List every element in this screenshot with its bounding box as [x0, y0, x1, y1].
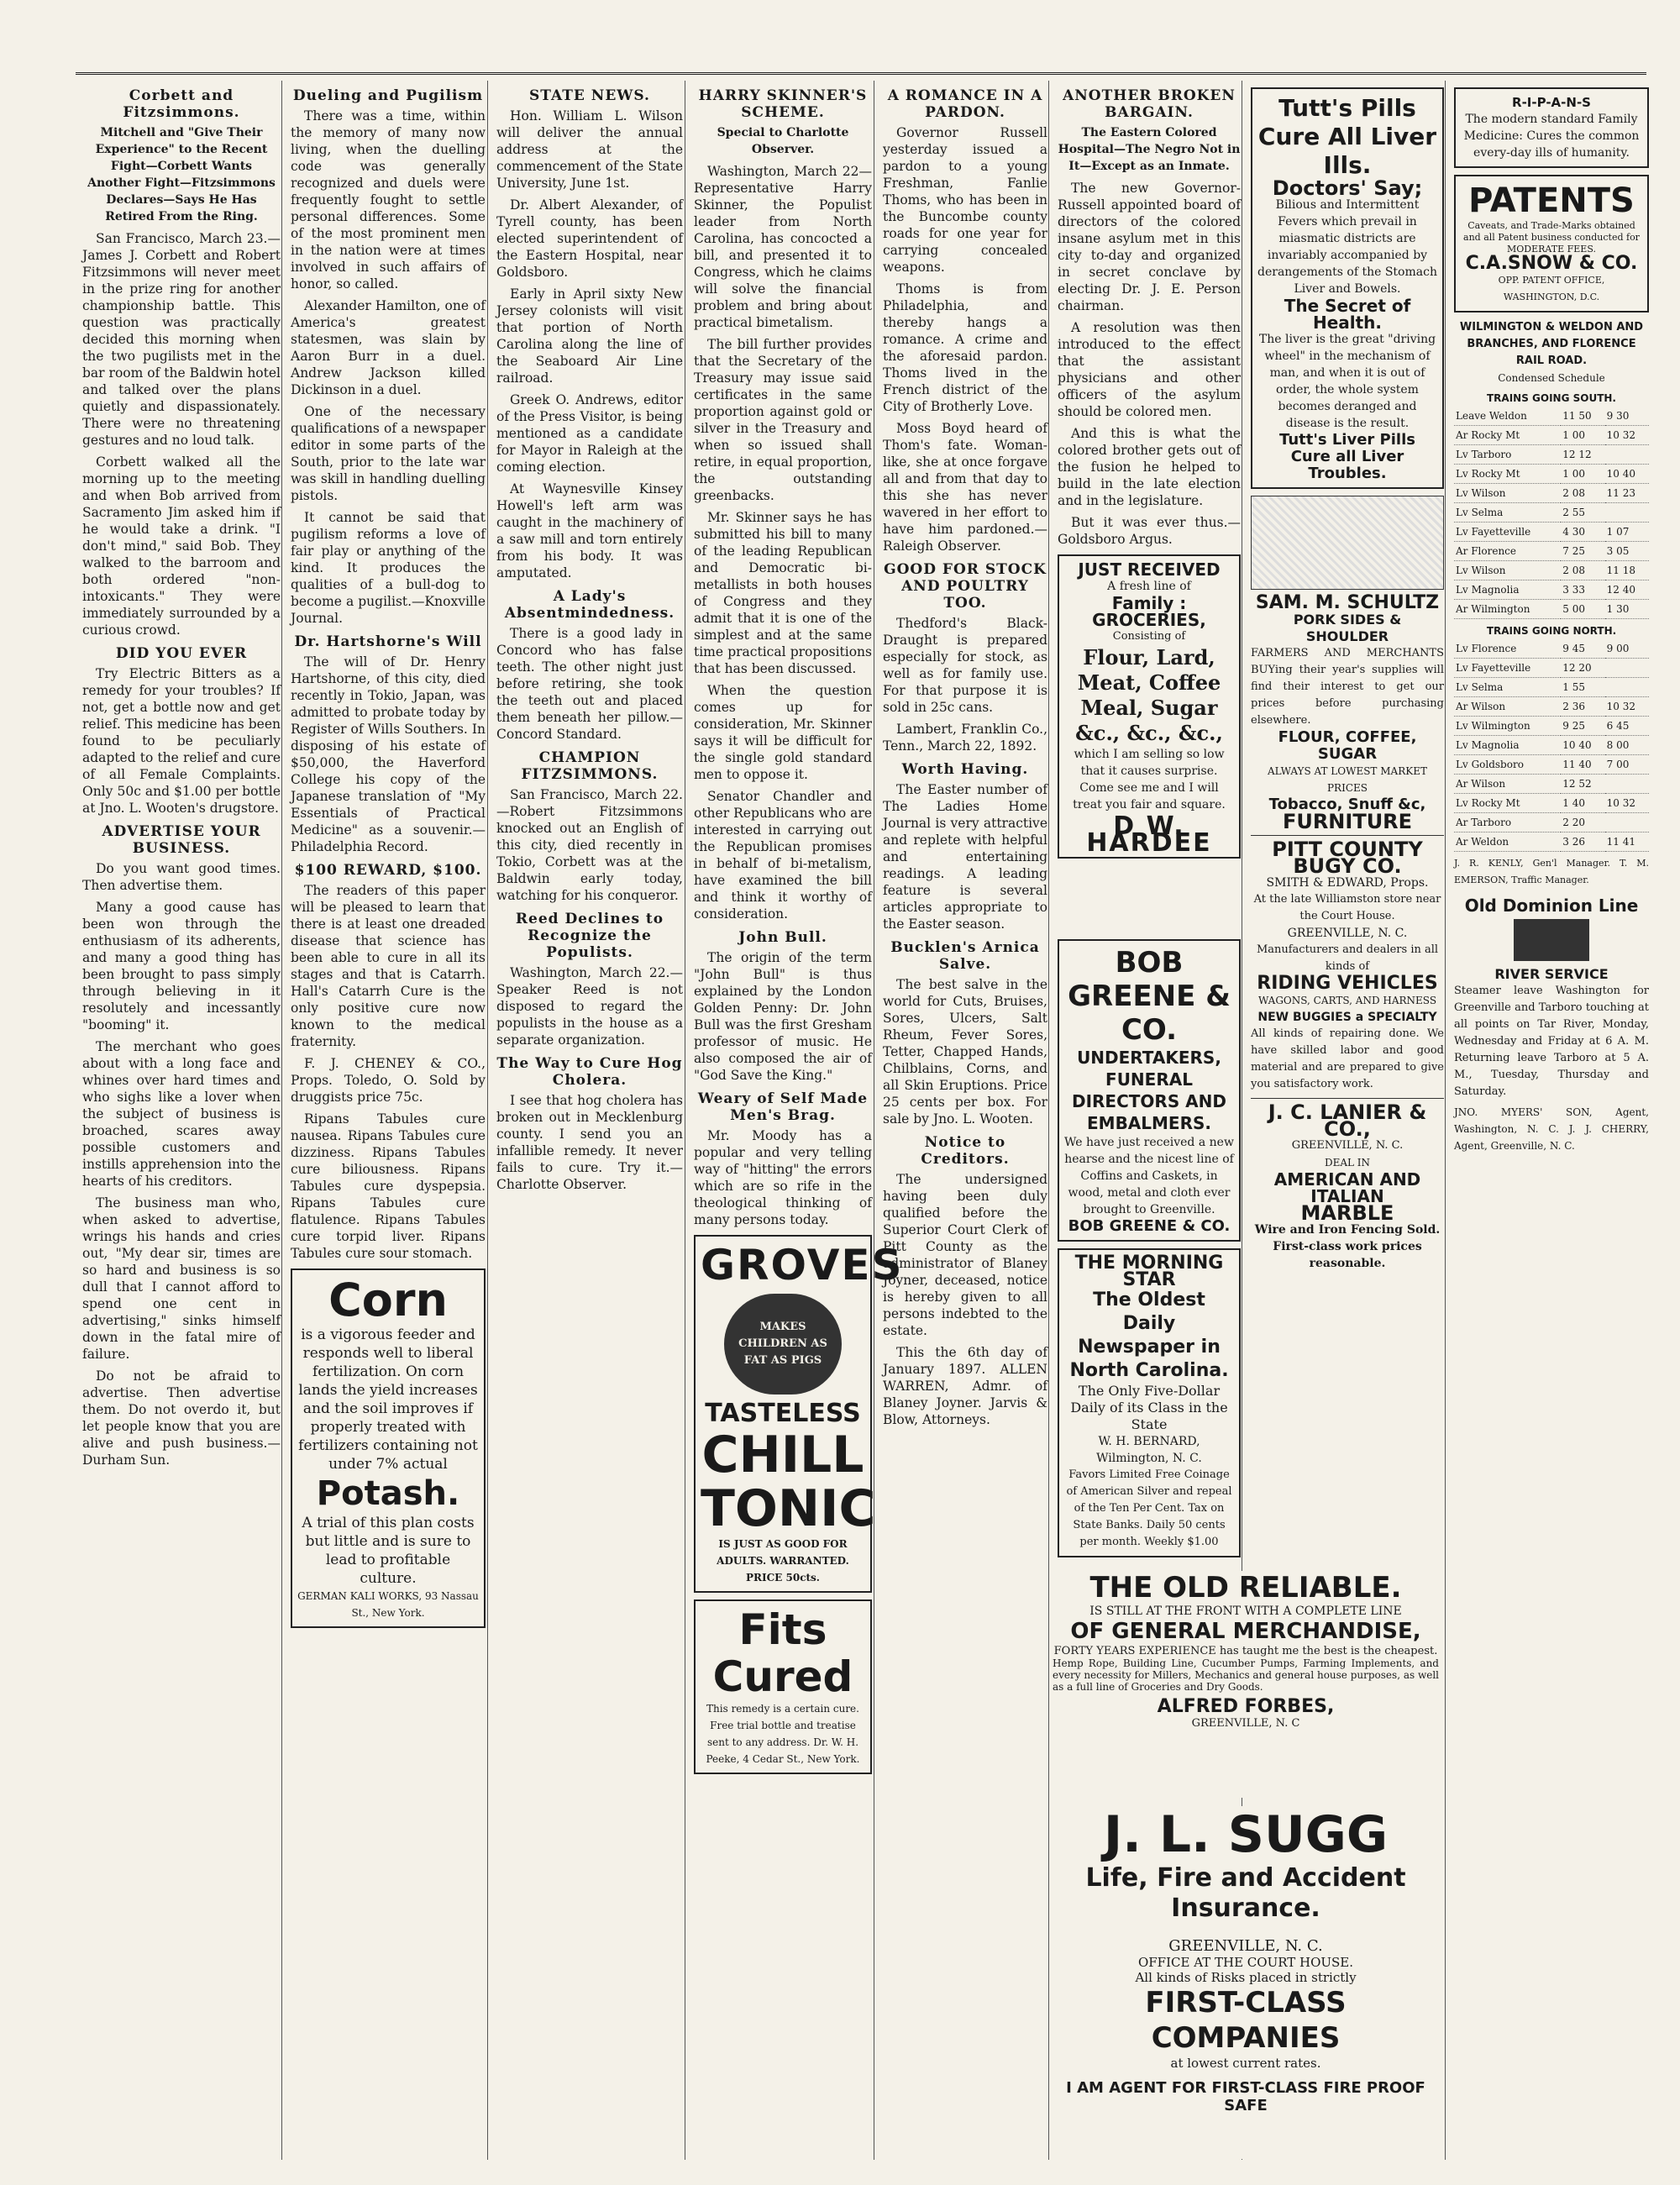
headline: STATE NEWS. — [529, 87, 650, 104]
lanier-name: J. C. LANIER & CO., — [1268, 1100, 1427, 1141]
column-6-lower — [1053, 932, 1246, 1563]
timetable-cell: 10 40 — [1605, 465, 1649, 484]
top-rule — [76, 72, 1646, 75]
timetable-cell: Ar Weldon — [1454, 833, 1561, 852]
timetable-row — [1454, 407, 1649, 426]
paragraph: The new Governor-Russell appointed board of directors of the colored insane asylum met in this city to-day and organized in secret conclave by electing Dr. J. E. Person chairman. — [1058, 181, 1241, 313]
tutt-secret: The Secret of Health. — [1284, 296, 1411, 333]
timetable-cell: 9 00 — [1605, 639, 1649, 659]
bob-greene-ad — [1058, 939, 1241, 1242]
timetable-row — [1454, 580, 1649, 600]
column-5 — [878, 81, 1053, 2160]
tutt-foot: Tutt's Liver Pills Cure all Liver Troubles. — [1279, 431, 1415, 482]
railroad-title: WILMINGTON & WELDON AND BRANCHES, AND FLORENCE RAIL ROAD. — [1459, 321, 1644, 367]
timetable-cell: 7 00 — [1605, 755, 1649, 775]
timetable-cell: 7 25 — [1561, 542, 1604, 561]
timetable-cell: 11 18 — [1605, 561, 1649, 580]
agents: JNO. MYERS' SON, Agent, Washington, N. C. J. J. CHERRY, Agent, Greenville, N. C. — [1454, 1106, 1649, 1152]
old-reliable-ad — [1053, 1571, 1439, 1798]
pitt-county-buggy: PITT COUNTY BUGY CO. — [1272, 838, 1423, 878]
timetable-row — [1454, 755, 1649, 775]
ripans-body: The modern standard Family Medicine: Cures the common every-day ills of humanity. — [1463, 113, 1640, 160]
north-timetable — [1454, 639, 1649, 852]
riding-vehicles: RIDING VEHICLES — [1257, 973, 1438, 994]
always-lowest: ALWAYS AT LOWEST MARKET PRICES — [1268, 765, 1427, 794]
paragraph: The best salve in the world for Cuts, Bruises, Sores, Ulcers, Salt Rheum, Fever Sores, Tetter, Chapped Hands, Chilblains, Corns, and all Skin Eruptions. Price 25 cents per box. For sale by Jno. L. Wooten. — [883, 977, 1047, 1127]
timetable-cell: 10 32 — [1605, 426, 1649, 445]
paragraph: But it was ever thus.—Goldsboro Argus. — [1058, 515, 1241, 547]
patents-ad — [1454, 175, 1649, 313]
timetable-cell: 1 40 — [1561, 794, 1604, 813]
headline: The Way to Cure Hog Cholera. — [496, 1055, 683, 1089]
timetable-cell: Lv Rocky Mt — [1454, 794, 1561, 813]
timetable-cell — [1605, 678, 1649, 697]
timetable-cell — [1605, 813, 1649, 833]
timetable-row — [1454, 542, 1649, 561]
tutt-body: Bilious and Intermittent Fevers which prevail in miasmatic districts are invariably accompanied by derangements of the Stomach Liver and Bowels. — [1257, 198, 1437, 296]
ad-price: IS JUST AS GOOD FOR ADULTS. WARRANTED. PRICE 50cts. — [717, 1538, 849, 1584]
paragraph: San Francisco, March 23.—James J. Corbett and Robert Fitzsimmons will never meet in the prize ring for another championship battle. This question was practically decided this morning when the two pugilists met in the bar room of the Baldwin hotel and talked over the plans quietly and dispassionately. There were no threatening gestures and no loud talk. — [82, 231, 281, 448]
timetable-row — [1454, 561, 1649, 580]
paragraph: I see that hog cholera has broken out in Mecklenburg county. I send you an infallible remedy. It never fails to cure. Try it.—Charlotte Observer. — [496, 1093, 683, 1192]
paragraph: There is a good lady in Concord who has false teeth. The other night just before retiring, she took the teeth out and placed them beneath her pillow.—Concord Standard. — [496, 626, 683, 742]
timetable-cell: 1 07 — [1605, 523, 1649, 542]
timetable-cell: Lv Rocky Mt — [1454, 465, 1561, 484]
timetable-cell: 11 41 — [1605, 833, 1649, 852]
patents-body: Caveats, and Trade-Marks obtained and all Patent business conducted for MODERATE FEES. — [1463, 220, 1640, 255]
paragraph: One of the necessary qualifications of a newspaper editor in some parts of the South, prior to the late war was skill in handling duelling pistols. — [291, 404, 486, 503]
column-7 — [1246, 81, 1449, 1563]
river-service: RIVER SERVICE — [1494, 966, 1609, 982]
snow-address: OPP. PATENT OFFICE, WASHINGTON, D.C. — [1498, 275, 1605, 302]
manufacturers: Manufacturers and dealers in all kinds of — [1256, 943, 1439, 973]
paragraph: Alexander Hamilton, one of America's greatest statesmen, was slain by Aaron Burr in a duel. Andrew Jackson killed Dickinson in a duel. — [291, 298, 486, 397]
timetable-cell: 1 00 — [1561, 426, 1604, 445]
ad-greene-body: We have just received a new hearse and the nicest line of Coffins and Caskets, in wood, metal and cloth ever brought to Greenville. — [1064, 1136, 1234, 1216]
timetable-cell: Lv Wilmington — [1454, 717, 1561, 736]
paragraph: The business man who, when asked to advertise, wrings his hands and cries out, "My dear sir, times are so hard and business is so dull that I cannot afford to spend one cent in advertising," sinks himself down in the fatal mire of failure. — [82, 1195, 281, 1362]
reliable-forty: FORTY YEARS EXPERIENCE has taught me the best is the cheapest. — [1053, 1645, 1438, 1657]
store-illustration — [1251, 496, 1444, 590]
timetable-row — [1454, 813, 1649, 833]
sugg-life: Life, Fire and Accident Insurance. — [1085, 1863, 1406, 1923]
ad-family: Family : GROCERIES, — [1092, 593, 1206, 630]
sugg-lowest: at lowest current rates. — [1170, 2056, 1321, 2071]
steamship-flag-icon — [1514, 919, 1589, 961]
timetable-cell: Lv Goldsboro — [1454, 755, 1561, 775]
timetable-row — [1454, 503, 1649, 523]
column-4 — [689, 81, 904, 2160]
timetable-cell: Leave Weldon — [1454, 407, 1561, 426]
timetable-cell: Lv Selma — [1454, 678, 1561, 697]
new-buggies: NEW BUGGIES a SPECIALTY — [1257, 1011, 1437, 1024]
paragraph: Mr. Skinner says he has submitted his bill to many of the leading Republican and Democratic bi-metallists in both houses of Congress and they admit that it is one of the simplest and at the same time practical propositions that has been discussed. — [694, 510, 872, 676]
timetable-cell: 3 05 — [1605, 542, 1649, 561]
paragraph: Thoms is from Philadelphia, and thereby hangs a romance. A crime and the aforesaid pardon. Thoms lived in the French district of the City of Brotherly Love. — [883, 281, 1047, 414]
timetable-cell: 1 55 — [1561, 678, 1604, 697]
potash-ad — [291, 1268, 486, 1628]
subheadline: Special to Charlotte Observer. — [717, 126, 849, 156]
headline: DID YOU EVER — [115, 645, 248, 662]
timetable-cell: 10 40 — [1561, 736, 1604, 755]
paragraph: Ripans Tabules cure nausea. Ripans Tabules cure dizziness. Ripans Tabules cure biliousness. Ripans Tabules cure dyspepsia. Ripans Tabules cure flatulence. Ripans Tabules cure torpid liver. Ripans Tabules cure sour stomach. — [291, 1111, 486, 1261]
paragraph: The will of Dr. Henry Hartshorne, of this city, died recently in Tokio, Japan, was admitted to probate today by Register of Wills Southers. In disposing of his estate of $50,000, the Haverford College his copy of the Japanese translation of "My Essentials of Practical Medicine" as a souvenir.—Philadelphia Record. — [291, 654, 486, 854]
headline: Corbett and Fitzsimmons. — [123, 87, 240, 121]
schultz-name: SAM. M. SCHULTZ — [1255, 592, 1440, 613]
timetable-cell: 9 45 — [1561, 639, 1604, 659]
ad-hardee: D W. HARDEE — [1086, 811, 1212, 858]
timetable-cell — [1605, 445, 1649, 465]
timetable-cell: Lv Fayetteville — [1454, 523, 1561, 542]
column-2 — [286, 81, 491, 2160]
old-dominion-line: Old Dominion Line — [1464, 896, 1639, 916]
headline: ADVERTISE YOUR BUSINESS. — [102, 823, 261, 857]
timetable-cell: 1 30 — [1605, 600, 1649, 619]
timetable-cell: Lv Wilson — [1454, 561, 1561, 580]
timetable-cell: Lv Wilson — [1454, 484, 1561, 503]
timetable-cell: 2 36 — [1561, 697, 1604, 717]
paragraph: Mr. Moody has a popular and very telling way of "hitting" the errors which are so rife in the theological thinking of many persons today. — [694, 1128, 872, 1227]
snow-company: C.A.SNOW & CO. — [1465, 253, 1638, 274]
headline: Weary of Self Made Men's Brag. — [697, 1090, 869, 1124]
ad-fresh: A fresh line of — [1107, 580, 1191, 593]
timetable-cell: 3 33 — [1561, 580, 1604, 600]
headline: CHAMPION FITZSIMMONS. — [521, 749, 659, 783]
ad-fits: Fits Cured — [712, 1605, 853, 1701]
ad-title: Corn — [328, 1274, 448, 1326]
reliable-title: THE OLD RELIABLE. — [1089, 1571, 1402, 1605]
timetable-row — [1454, 794, 1649, 813]
patents-title: PATENTS — [1468, 181, 1635, 220]
sugg-agent: I AM AGENT FOR FIRST-CLASS FIRE PROOF SAFE — [1066, 2079, 1425, 2114]
timetable-cell: Lv Florence — [1454, 639, 1561, 659]
timetable-cell: 8 00 — [1605, 736, 1649, 755]
ad-oldest: The Oldest Daily Newspaper in North Carolina. — [1069, 1289, 1229, 1381]
ad-groves: GROVES — [701, 1241, 904, 1289]
ad-tasteless: TASTELESS — [705, 1399, 861, 1428]
paragraph: F. J. CHENEY & CO., Props. Toledo, O. Sold by druggists price 75c. — [291, 1056, 486, 1105]
timetable-cell — [1605, 775, 1649, 794]
flour-coffee: FLOUR, COFFEE, SUGAR — [1278, 728, 1417, 763]
subheadline: Mitchell and "Give Their Experience" to the Recent Fight—Corbett Wants Another Fight—Fitzsimmons Declares—Says He Has Retired From the Ring. — [87, 126, 276, 223]
timetable-row — [1454, 736, 1649, 755]
timetable-cell: 12 52 — [1561, 775, 1604, 794]
timetable-row — [1454, 659, 1649, 678]
timetable-cell: 12 20 — [1561, 659, 1604, 678]
paragraph: The merchant who goes about with a long face and whines over hard times and who sighs like a lover when the subject of business is broached, scares away possible customers and instills apprehension into the hearts of his creditors. — [82, 1039, 281, 1189]
paragraph: San Francisco, March 22.—Robert Fitzsimmons knocked out an English of this city, died recently in Tokio, Corbett was at the Baldwin early today, watching for his conqueror. — [496, 787, 683, 903]
timetable-cell: 9 30 — [1605, 407, 1649, 426]
timetable-cell: Ar Wilson — [1454, 697, 1561, 717]
paragraph: The origin of the term "John Bull" is thus explained by the London Golden Penny: Dr. John Bull was the first Gresham professor of music. He also composed the air of "God Save the King." — [694, 950, 872, 1083]
paragraph: The bill further provides that the Secretary of the Treasury may issue said certificates in the same proportion against gold or silver in the Treasury and when so issued shall retire, in equal proportion, the outstanding greenbacks. — [694, 337, 872, 503]
morning-star-ad — [1058, 1248, 1241, 1557]
trains-south-label: TRAINS GOING SOUTH. — [1486, 392, 1616, 404]
timetable-row — [1454, 833, 1649, 852]
headline: Reed Declines to Recognize the Populists. — [515, 911, 664, 961]
paragraph: Thedford's Black-Draught is prepared especially for stock, as well as for family use. For that purpose it is sold in 25c cans. — [883, 616, 1047, 715]
column-1 — [77, 81, 286, 2160]
sugg-risks: All kinds of Risks placed in strictly — [1135, 1970, 1357, 1985]
ad-tonic: TONIC — [701, 1479, 876, 1538]
ad-which: which I am selling so low that it causes surprise. Come see me and I will treat you fair and square. — [1073, 748, 1226, 811]
pitt-city: GREENVILLE, N. C. — [1287, 927, 1408, 940]
paragraph: Senator Chandler and other Republicans who are interested in carrying out the Republican promises in behalf of bi-metalism, have examined the bill and think it worthy of consideration. — [694, 789, 872, 922]
paragraph: Early in April sixty New Jersey colonists will visit that portion of North Carolina along the line of the Seaboard Air Line railroad. — [496, 286, 683, 386]
timetable-cell: Ar Rocky Mt — [1454, 426, 1561, 445]
paragraph: And this is what the colored brother gets out of the fusion he helped to build in the late election and in the legislature. — [1058, 426, 1241, 508]
timetable-cell: Lv Magnolia — [1454, 736, 1561, 755]
ad-just: JUST RECEIVED — [1078, 559, 1221, 580]
dealer-in: DEAL IN — [1324, 1157, 1371, 1169]
forbes-address: GREENVILLE, N. C — [1191, 1717, 1300, 1730]
timetable-cell: 2 20 — [1561, 813, 1604, 833]
timetable-row — [1454, 426, 1649, 445]
schultz-body: FARMERS AND MERCHANTS BUYing their year's supplies will find their interest to get our prices before purchasing elsewhere. — [1251, 647, 1444, 727]
condensed-schedule: Condensed Schedule — [1498, 372, 1605, 384]
ad-body: is a vigorous feeder and responds well to liberal fertilization. On corn lands the yield increases and the soil improves if properly treated with fertilizers containing not under 7% actual — [298, 1326, 478, 1473]
timetable-cell: 9 25 — [1561, 717, 1604, 736]
ad-potash: Potash. — [316, 1474, 460, 1513]
paragraph: Corbett walked all the morning up to the meeting and when Bob arrived from Sacramento Jim asked him if he would take a drink. "I don't mind," said Bob. They walked to the barroom and both ordered "non-intoxicants." They were immediately surrounded by a curious crowd. — [82, 454, 281, 638]
timetable-cell: 10 32 — [1605, 697, 1649, 717]
paragraph: Try Electric Bitters as a remedy for your troubles? If not, get a bottle now and get relief. This medicine has been found to be peculiarly adapted to the relief and cure of all Female Complaints. Only 50c and $1.00 per bottle at Jno. L. Wooten's drugstore. — [82, 666, 281, 816]
headline: Bucklen's Arnica Salve. — [890, 939, 1040, 973]
wagons: WAGONS, CARTS, AND HARNESS — [1257, 995, 1437, 1006]
ripans-ad — [1454, 87, 1649, 168]
ad-favors: Favors Limited Free Coinage of American Silver and repeal of the Ten Per Cent. Tax on State Banks. Daily 50 cents per month. Weekly $1.00 — [1066, 1468, 1232, 1548]
timetable-row — [1454, 600, 1649, 619]
ad-chill: CHILL — [701, 1426, 864, 1484]
timetable-cell — [1605, 659, 1649, 678]
ad-morning: THE MORNING STAR — [1074, 1253, 1224, 1290]
paragraph: A resolution was then introduced to the effect that the assistant physicians and other officers of the asylum should be colored men. — [1058, 320, 1241, 419]
timetable-row — [1454, 717, 1649, 736]
paragraph: The Easter number of The Ladies Home Journal is very attractive and replete with helpful and entertaining readings. A leading feature is several articles appropriate to the Easter season. — [883, 782, 1047, 932]
timetable-row — [1454, 523, 1649, 542]
ad-fits-body: This remedy is a certain cure. Free trial bottle and treatise sent to any address. Dr. W. H. Peeke, 4 Cedar St., New York. — [706, 1703, 860, 1765]
tutts-pills-ad — [1251, 87, 1444, 489]
timetable-row — [1454, 639, 1649, 659]
hardee-groceries-ad — [1058, 554, 1241, 859]
timetable-cell: Ar Tarboro — [1454, 813, 1561, 833]
timetable-cell: 11 40 — [1561, 755, 1604, 775]
timetable-cell: 2 55 — [1561, 503, 1604, 523]
timetable-row — [1454, 697, 1649, 717]
paragraph: Lambert, Franklin Co., Tenn., March 22, 1892. — [883, 722, 1047, 754]
sugg-name: J. L. SUGG — [1103, 1805, 1389, 1864]
paragraph: The undersigned having been duly qualified before the Superior Court Clerk of Pitt County as the administrator of Blaney Joyner, deceased, notice is hereby given to all persons indebted to the estate. — [883, 1172, 1047, 1338]
ad-bernard: W. H. BERNARD, Wilmington, N. C. — [1096, 1435, 1202, 1465]
timetable-cell: 11 23 — [1605, 484, 1649, 503]
column-8 — [1449, 81, 1654, 2160]
ad-foot: A trial of this plan costs but little and is sure to lead to profitable culture. — [302, 1515, 475, 1587]
south-timetable — [1454, 407, 1649, 619]
groves-chill-tonic-ad — [694, 1235, 904, 1593]
sugg-office: OFFICE AT THE COURT HOUSE. — [1137, 1955, 1354, 1970]
sugg-first-class: FIRST-CLASS COMPANIES — [1145, 1986, 1347, 2055]
reliable-body: Hemp Rope, Building Line, Cucumber Pumps, Farming Implements, and every necessity for Millers, Mechanics and general house purposes, as well as a full line of Groceries and Dry Goods. — [1053, 1657, 1439, 1693]
headline: John Bull. — [738, 929, 827, 946]
timetable-cell: Lv Magnolia — [1454, 580, 1561, 600]
timetable-cell: 5 00 — [1561, 600, 1604, 619]
headline: ANOTHER BROKEN BARGAIN. — [1063, 87, 1236, 121]
paragraph: Greek O. Andrews, editor of the Press Visitor, is being mentioned as a candidate for Mayor in Raleigh at the coming election. — [496, 392, 683, 475]
tutt-title: Tutt's Pills Cure All Liver Ills. — [1257, 94, 1437, 179]
paragraph: Moss Boyd heard of Thom's fate. Woman-like, she at once forgave all and from that day to this she has never wavered in her effort to have him pardoned.—Raleigh Observer. — [883, 421, 1047, 554]
headline: Dr. Hartshorne's Will — [294, 633, 482, 650]
wire-fencing: Wire and Iron Fencing Sold. First-class work prices reasonable. — [1254, 1223, 1441, 1270]
paragraph: Hon. William L. Wilson will deliver the annual address at the commencement of the State University, June 1st. — [496, 108, 683, 191]
timetable-cell — [1605, 503, 1649, 523]
river-body: Steamer leave Washington for Greenville and Tarboro touching at all points on Tar River, Monday, Wednesday and Friday at 6 A. M. Returning leave Tarboro at 5 A. M., Tuesday, Thursday and Saturday. — [1454, 985, 1649, 1098]
timetable-cell: Ar Florence — [1454, 542, 1561, 561]
paragraph: There was a time, within the memory of many now living, when the duelling code was generally recognized and duels were frequently fought to settle personal differences. Some of the most prominent men in the nation were at times involved in such affairs of honor, so called. — [291, 108, 486, 292]
reliable-front: IS STILL AT THE FRONT WITH A COMPLETE LINE — [1089, 1605, 1402, 1618]
headline: GOOD FOR STOCK AND POULTRY TOO. — [884, 561, 1047, 612]
timetable-cell: 3 26 — [1561, 833, 1604, 852]
paragraph: Governor Russell yesterday issued a pardon to a young Freshman, Fanlie Thoms, who has been in the Buncombe county roads for one year for carrying concealed weapons. — [883, 125, 1047, 275]
ad-only: The Only Five-Dollar Daily of its Class in the State — [1070, 1383, 1228, 1432]
ad-greene-sig: BOB GREENE & CO. — [1068, 1217, 1231, 1235]
ad-consisting: Consisting of — [1112, 630, 1186, 643]
timetable-cell: 2 08 — [1561, 484, 1604, 503]
timetable-cell: 11 50 — [1561, 407, 1604, 426]
american-italian: AMERICAN AND ITALIAN — [1273, 1169, 1421, 1206]
ad-undertakers: UNDERTAKERS, FUNERAL DIRECTORS AND EMBALMERS. — [1071, 1048, 1226, 1133]
pig-illustration: MAKES CHILDREN AS FAT AS PIGS — [724, 1294, 842, 1395]
paragraph: This the 6th day of January 1897. ALLEN WARREN, Admr. of Blaney Joyner. Jarvis & Blow, Attorneys. — [883, 1345, 1047, 1427]
forbes-name: ALFRED FORBES, — [1157, 1696, 1335, 1717]
headline: Dueling and Pugilism — [292, 87, 484, 104]
headline: A Lady's Absentmindedness. — [504, 588, 675, 622]
headline: Notice to Creditors. — [921, 1134, 1010, 1168]
paragraph: When the question comes up for consideration, Mr. Skinner says it will be difficult for the single gold standard men to oppose it. — [694, 683, 872, 782]
tutt-body-2: The liver is the great "driving wheel" in the mechanism of man, and when it is out of order, the whole system becomes deranged and disease is the result. — [1258, 333, 1436, 430]
paragraph: It cannot be said that pugilism reforms a love of fair play or anything of the kind. It produces the qualities of a bull-dog to become a pugilist.—Knoxville Journal. — [291, 510, 486, 626]
paragraph: Dr. Albert Alexander, of Tyrell county, has been elected superintendent of the Eastern Hospital, near Goldsboro. — [496, 197, 683, 280]
lanier-address: GREENVILLE, N. C. — [1291, 1139, 1404, 1152]
timetable-row — [1454, 775, 1649, 794]
paragraph: Washington, March 22—Representative Harry Skinner, the Populist leader from North Carolina, has concocted a bill, and presented it to Congress, which he claims will solve the financial problem and bring about practical bimetalism. — [694, 164, 872, 330]
pitt-address: At the late Williamston store near the Court House. — [1253, 893, 1441, 922]
timetable-cell: Lv Fayetteville — [1454, 659, 1561, 678]
ad-items: Flour, Lard, Meat, Coffee Meal, Sugar &c., &c., &c., — [1075, 645, 1223, 745]
timetable-cell: Lv Tarboro — [1454, 445, 1561, 465]
timetable-cell: 1 00 — [1561, 465, 1604, 484]
pork-sides: PORK SIDES & SHOULDER — [1293, 612, 1402, 644]
ad-greene: BOB GREENE & CO. — [1068, 946, 1231, 1047]
ripans-head: R-I-P-A-N-S — [1512, 95, 1591, 110]
timetable-row — [1454, 465, 1649, 484]
paragraph: Washington, March 22.—Speaker Reed is not disposed to regard the populists in the house as a separate organization. — [496, 965, 683, 1048]
paragraph: At Waynesville Kinsey Howell's left arm was caught in the machinery of a saw mill and torn entirely from his body. It was amputated. — [496, 481, 683, 580]
timetable-cell: 10 32 — [1605, 794, 1649, 813]
timetable-row — [1454, 484, 1649, 503]
timetable-cell: Ar Wilson — [1454, 775, 1561, 794]
headline: Worth Having. — [901, 761, 1029, 778]
timetable-cell: 12 12 — [1561, 445, 1604, 465]
paragraph: The readers of this paper will be pleased to learn that there is at least one dreaded disease that science has been able to cure in all its stages and that is Catarrh. Hall's Catarrh Cure is the only positive cure now known to the medical fraternity. — [291, 883, 486, 1049]
smith-edward: SMITH & EDWARD, Props. — [1266, 876, 1429, 890]
furniture: FURNITURE — [1282, 810, 1413, 833]
headline: $100 REWARD, $100. — [294, 862, 482, 879]
timetable-cell: 6 45 — [1605, 717, 1649, 736]
timetable-cell: 12 40 — [1605, 580, 1649, 600]
column-3 — [491, 81, 688, 2160]
paragraph: Do you want good times. Then advertise them. — [82, 861, 281, 893]
buggies-body: All kinds of repairing done. We have skilled labor and good material and are prepared to give you satisfactory work. — [1251, 1027, 1444, 1090]
timetable-cell: Lv Selma — [1454, 503, 1561, 523]
headline: HARRY SKINNER'S SCHEME. — [698, 87, 868, 121]
tutt-doctors: Doctors' Say; — [1272, 176, 1423, 200]
reliable-general: OF GENERAL MERCHANDISE, — [1070, 1619, 1421, 1644]
timetable-cell: 2 08 — [1561, 561, 1604, 580]
paragraph: Do not be afraid to advertise. Then advertise them. Do not overdo it, but let people know that you are alive and push business.—Durham Sun. — [82, 1368, 281, 1468]
superintendent: J. R. KENLY, Gen'l Manager. T. M. EMERSON, Traffic Manager. — [1454, 858, 1649, 885]
timetable-row — [1454, 445, 1649, 465]
timetable-cell: Ar Wilmington — [1454, 600, 1561, 619]
tobacco: Tobacco, Snuff &c, — [1268, 796, 1426, 813]
sugg-insurance-ad — [1053, 1806, 1439, 2159]
trains-north-label: TRAINS GOING NORTH. — [1486, 625, 1617, 637]
subheadline: The Eastern Colored Hospital—The Negro Not in It—Except as an Inmate. — [1058, 126, 1241, 173]
ad-address: GERMAN KALI WORKS, 93 Nassau St., New York. — [297, 1590, 479, 1619]
timetable-cell: 4 30 — [1561, 523, 1604, 542]
sugg-address: GREENVILLE, N. C. — [1168, 1937, 1323, 1955]
fits-cured-ad — [694, 1599, 872, 1774]
timetable-row — [1454, 678, 1649, 697]
paragraph: Many a good cause has been won through the enthusiasm of its adherents, and many a good thing has been brought to pass simply through believing in it resolutely and incessantly "booming" it. — [82, 900, 281, 1032]
headline: A ROMANCE IN A PARDON. — [887, 87, 1043, 121]
marble: MARBLE — [1300, 1201, 1394, 1225]
